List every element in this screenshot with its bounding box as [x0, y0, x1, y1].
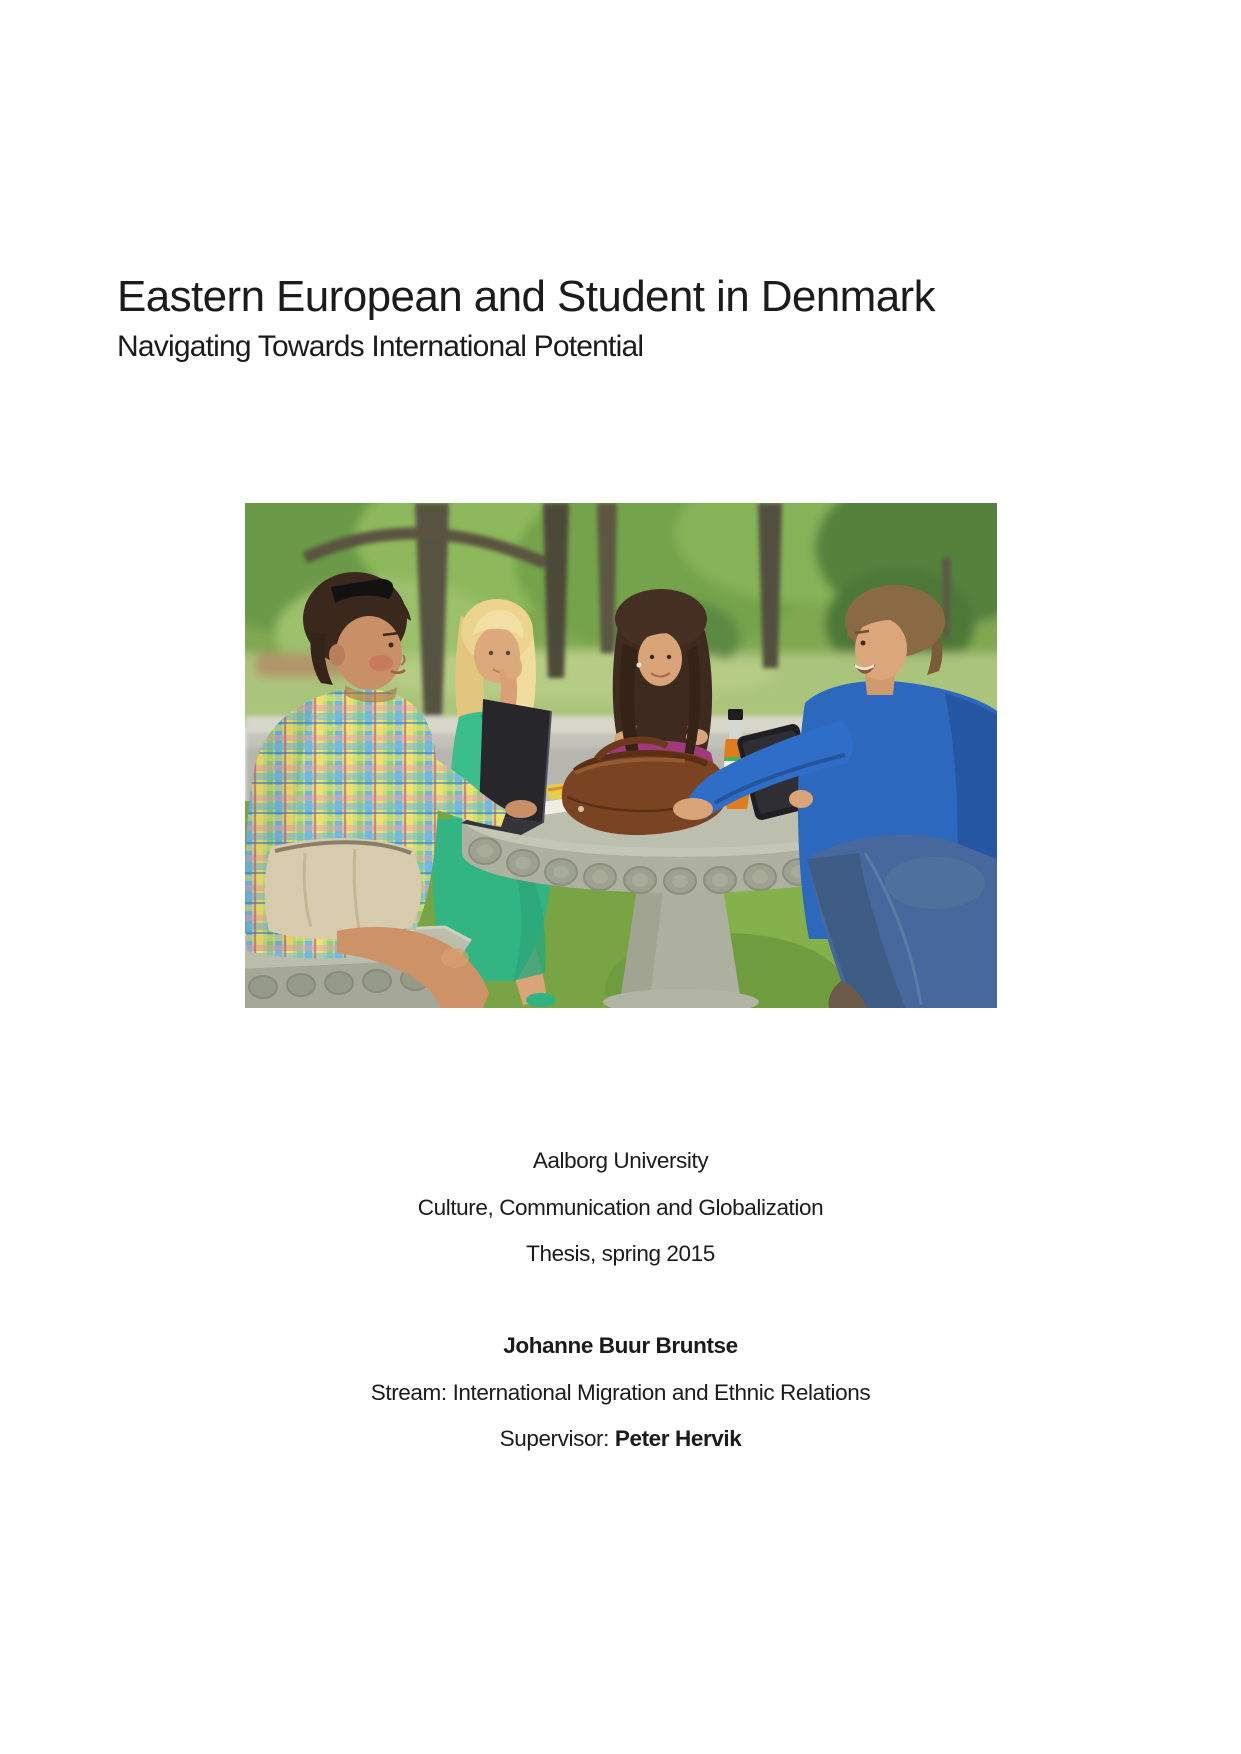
supervisor-label: Supervisor:: [499, 1426, 615, 1451]
university-line: Aalborg University: [532, 1148, 709, 1173]
cover-photo: [245, 503, 997, 1008]
term-line: Thesis, spring 2015: [526, 1241, 715, 1266]
page-title: Eastern European and Student in Denmark: [117, 272, 936, 321]
programme-line: Culture, Communication and Globalization: [417, 1195, 824, 1220]
supervisor-name: Peter Hervik: [614, 1426, 742, 1451]
supervisor-line: [0, 1425, 1241, 1452]
stream-line: Stream: International Migration and Ethnic Relations: [370, 1380, 871, 1405]
page-subtitle: Navigating Towards International Potential: [117, 330, 644, 363]
author-name: Johanne Buur Bruntse: [503, 1333, 738, 1358]
